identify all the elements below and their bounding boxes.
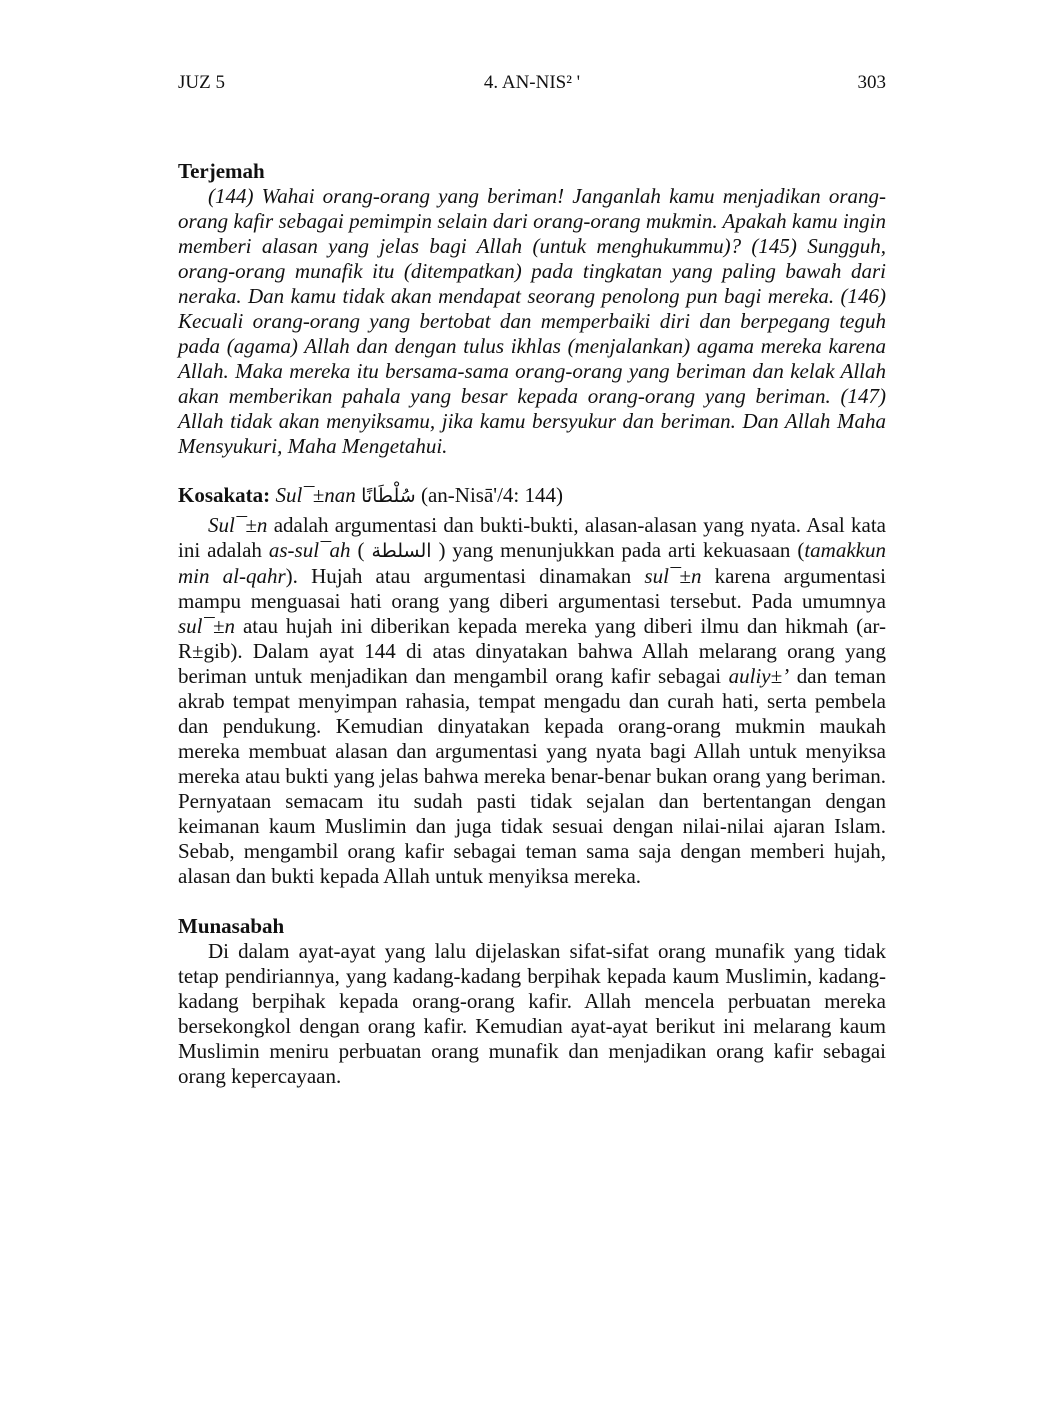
munasabah-section bbox=[178, 913, 886, 1089]
kosakata-text-part-4: karena argumentasi mampu menguasai hati orang yang diberi argumentasi tersebut. Pada umumnya bbox=[178, 564, 886, 613]
kosakata-text-part-2: ) yang menunjukkan pada arti kekuasaan ( bbox=[431, 538, 805, 562]
kosakata-reference: (an-Nisā'/4: 144) bbox=[420, 483, 563, 507]
surah-title: 4. AN-NIS² ' bbox=[483, 72, 581, 93]
kosakata-text bbox=[178, 513, 886, 889]
term-auliya: auliy±’ bbox=[728, 664, 790, 688]
running-header bbox=[178, 72, 886, 100]
term-sultan-3: sul¯±n bbox=[178, 614, 236, 638]
kosakata-term: Sul¯±nan bbox=[275, 483, 356, 507]
kosakata-text-part-1: adalah argumentasi dan bukti-bukti, alasan-alasan yang nyata. Asal kata ini adalah bbox=[178, 513, 886, 562]
kosakata-arabic: سُلْطَانًا bbox=[361, 485, 416, 507]
paren-open: ( bbox=[350, 538, 372, 562]
terjemah-heading: Terjemah bbox=[178, 159, 265, 183]
arabic-as-sultah: السلطة bbox=[371, 540, 432, 562]
page-body bbox=[178, 158, 886, 1089]
kosakata-text-part-5: atau hujah ini diberikan kepada mereka yang diberi ilmu dan hikmah (ar-R±gib). Dalam ayat 144 di atas dinyatakan bahwa Allah melarang orang yang beriman untuk menjadikan dan mengambil orang kafir sebagai bbox=[178, 614, 886, 688]
kosakata-text-part-6: dan teman akrab tempat menyimpan rahasia, tempat mengadu dan curah hati, serta pembela dan pendukung. Kemudian dinyatakan kepada orang-orang mukmin maukah mereka membuat alasan dan argumentasi yang nyata bagi Allah untuk menyiksa mereka atau bukti yang jelas bahwa mereka benar-benar bukan orang yang beriman. Pernyataan semacam itu sudah pasti tidak sejalan dan bertentangan dengan keimanan kaum Muslimin dan juga tidak sesuai dengan nilai-nilai ajaran Islam. Sebab, mengambil orang kafir sebagai teman sama saja dengan memberi hujah, alasan dan bukti kepada Allah untuk menyiksa mereka. bbox=[178, 664, 886, 888]
kosakata-text-part-3: ). Hujah atau argumentasi dinamakan bbox=[285, 564, 645, 588]
page-number: 303 bbox=[857, 72, 886, 93]
term-sultan: Sul¯±n bbox=[208, 513, 268, 537]
munasabah-text: Di dalam ayat-ayat yang lalu dijelaskan sifat-sifat orang munafik yang tidak tetap pendiriannya, yang kadang-kadang berpihak kepada kaum Muslimin, kadang-kadang berpihak kepada orang-orang kafir. Allah mencela perbuatan mereka bersekongkol dengan orang kafir. Kemudian ayat-ayat berikut ini melarang kaum Muslimin meniru perbuatan orang munafik dan menjadikan orang kafir sebagai orang kepercayaan. bbox=[178, 939, 886, 1088]
term-sultan-2: sul¯±n bbox=[644, 564, 702, 588]
terjemah-section bbox=[178, 158, 886, 459]
juz-label: JUZ 5 bbox=[178, 72, 225, 93]
terjemah-text: (144) Wahai orang-orang yang beriman! Janganlah kamu menjadikan orang-orang kafir sebagai pemimpin selain dari orang-orang mukmin. Apakah kamu ingin memberi alasan yang jelas bagi Allah (untuk menghukummu)? (145) Sungguh, orang-orang munafik itu (ditempatkan) pada tingkatan yang paling bawah dari neraka. Dan kamu tidak akan mendapat seorang penolong pun bagi mereka. (146) Kecuali orang-orang yang bertobat dan memperbaiki diri dan berpegang teguh pada (agama) Allah dan dengan tulus ikhlas (menjalankan) agama mereka karena Allah. Maka mereka itu bersama-sama orang-orang yang beriman dan kelak Allah akan memberikan pahala yang besar kepada orang-orang yang beriman. (147) Allah tidak akan menyiksamu, jika kamu bersyukur dan beriman. Dan Allah Maha Mensyukuri, Maha Mengetahui. bbox=[178, 184, 886, 458]
term-as-sultah: as-sul¯ah bbox=[268, 538, 351, 562]
section-spacer bbox=[178, 889, 886, 913]
munasabah-heading: Munasabah bbox=[178, 914, 285, 938]
term-tamakkun: tamakkun min al-qahr bbox=[178, 538, 886, 588]
kosakata-heading: Kosakata: bbox=[178, 483, 271, 507]
kosakata-heading-line bbox=[178, 483, 886, 509]
kosakata-section bbox=[178, 483, 886, 889]
section-spacer bbox=[178, 459, 886, 483]
